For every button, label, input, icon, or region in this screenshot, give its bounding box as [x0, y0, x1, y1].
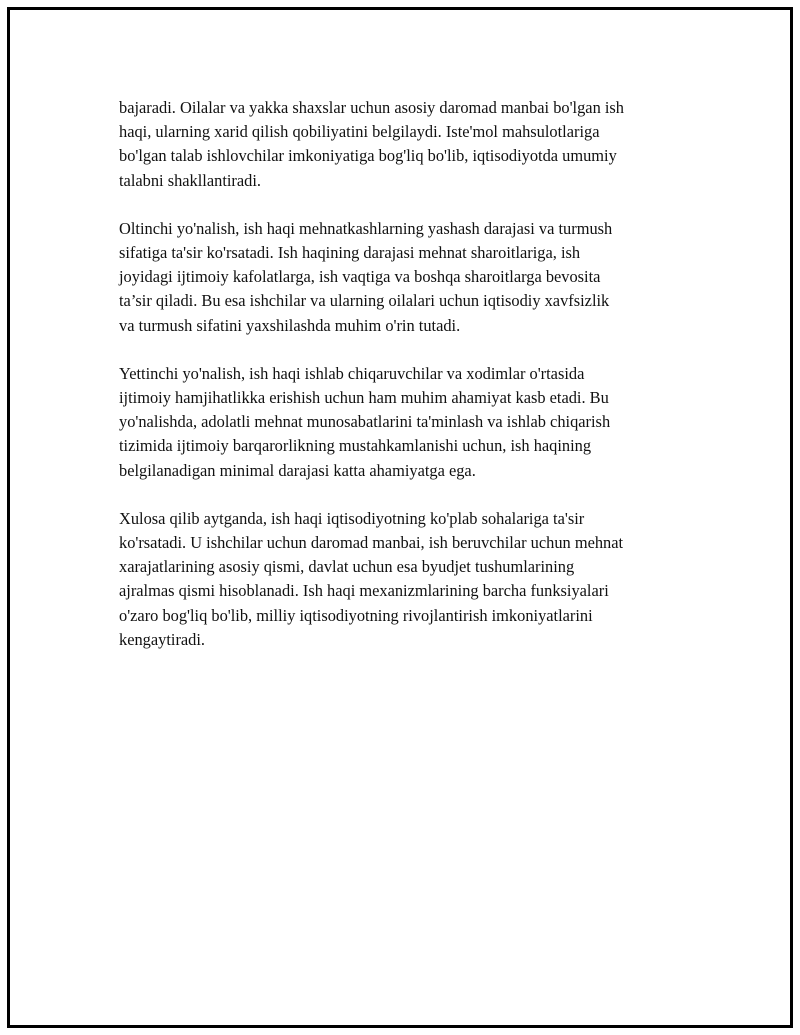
- paragraph-seventh-direction: Yettinchi yo'nalish, ish haqi ishlab chiqaruvchilar va xodimlar o'rtasida ijtimoiy hamjihatlikka erishish uchun ham muhim ahamiyat kasb etadi. Bu yo'nalishda, adolatli mehnat munosabatlarini ta'minlash va ishlab chiqarish tizimida ijtimoiy barqarorlikning mustahkamlanishi uchun, ish haqining belgilanadigan minimal darajasi katta ahamiyatga ega.: [119, 363, 611, 480]
- document-page: [7, 7, 793, 1028]
- paragraph-continuation: bajaradi. Oilalar va yakka shaxslar uchun asosiy daromad manbai bo'lgan ish haqi, ularning xarid qilish qobiliyatini belgilaydi. Iste'mol mahsulotlariga bo'lgan talab ishlovchilar imkoniyatiga bog'liq bo'lib, iqtisodiyotda umumiy talabni shakllantiradi.: [119, 98, 624, 190]
- paragraph-conclusion: Xulosa qilib aytganda, ish haqi iqtisodiyotning ko'plab sohalariga ta'sir ko'rsatadi. U ishchilar uchun daromad manbai, ish beruvchilar uchun mehnat xarajatlarining asosiy qismi, davlat uchun esa byudjet tushumlarining ajralmas qismi hisoblanadi. Ish haqi mexanizmlarining barcha funksiyalari o'zaro bog'liq bo'lib, milliy iqtisodiyotning rivojlantirish imkoniyatlarini kengaytiradi.: [119, 508, 624, 649]
- paragraph-sixth-direction: Oltinchi yo'nalish, ish haqi mehnatkashlarning yashash darajasi va turmush sifatiga ta'sir ko'rsatadi. Ish haqining darajasi mehnat sharoitlariga, ish joyidagi ijtimoiy kafolatlarga, ish vaqtiga va boshqa sharoitlarga bevosita ta’sir qiladi. Bu esa ishchilar va ularning oilalari uchun iqtisodiy xavfsizlik va turmush sifatini yaxshilashda muhim o'rin tutadi.: [119, 218, 613, 335]
- document-body: [119, 96, 699, 676]
